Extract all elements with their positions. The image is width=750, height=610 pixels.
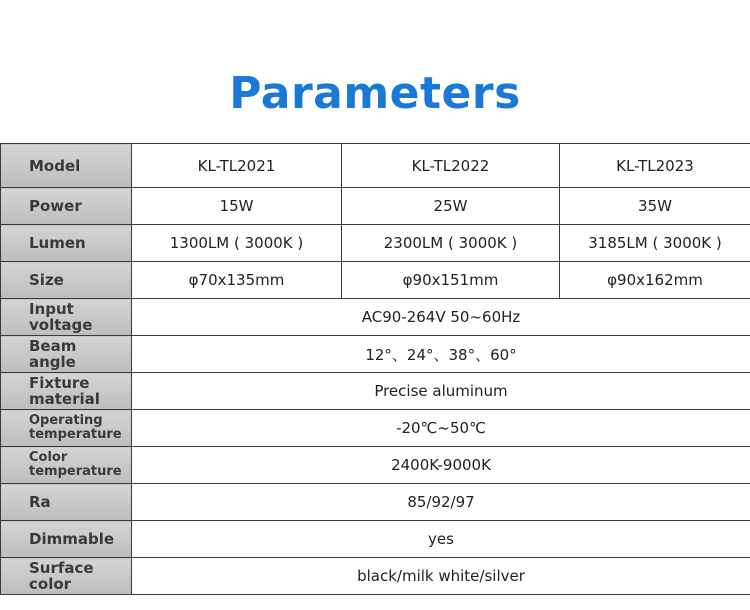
cell-model-3: KL-TL2023 [560,144,750,188]
label-operating-temperature-line1: Operating [29,413,103,428]
cell-size-3: φ90x162mm [560,262,750,299]
label-lumen: Lumen [1,225,132,262]
label-fixture-material-line2: material [29,390,100,408]
cell-model-1: KL-TL2021 [132,144,342,188]
label-operating-temperature [1,410,132,447]
row-ra [1,484,750,521]
cell-beam-angle: 12°、24°、38°、60° [132,336,750,373]
row-dimmable [1,521,750,558]
row-model [1,144,750,188]
label-input-voltage [1,299,132,336]
cell-lumen-2: 2300LM ( 3000K ) [342,225,560,262]
cell-size-2: φ90x151mm [342,262,560,299]
cell-color-temperature: 2400K-9000K [132,447,750,484]
row-color-temperature [1,447,750,484]
cell-model-2: KL-TL2022 [342,144,560,188]
label-surface-color-line2: color [29,575,72,593]
row-fixture-material [1,373,750,410]
cell-fixture-material: Precise aluminum [132,373,750,410]
label-fixture-material [1,373,132,410]
cell-power-2: 25W [342,188,560,225]
cell-lumen-3: 3185LM ( 3000K ) [560,225,750,262]
label-input-voltage-line1: Input [29,300,74,318]
parameters-table [0,143,750,595]
label-color-temperature-line2: temperature [29,464,122,479]
label-beam-angle-line2: angle [29,353,76,371]
label-beam-angle-line1: Beam [29,337,77,355]
cell-ra: 85/92/97 [132,484,750,521]
cell-surface-color: black/milk white/silver [132,558,750,595]
label-input-voltage-line2: voltage [29,316,93,334]
label-surface-color [1,558,132,595]
row-surface-color [1,558,750,595]
cell-input-voltage: AC90-264V 50~60Hz [132,299,750,336]
row-lumen [1,225,750,262]
cell-size-1: φ70x135mm [132,262,342,299]
row-beam-angle [1,336,750,373]
cell-power-3: 35W [560,188,750,225]
row-size [1,262,750,299]
label-ra: Ra [1,484,132,521]
label-fixture-material-line1: Fixture [29,374,90,392]
cell-dimmable: yes [132,521,750,558]
label-dimmable: Dimmable [1,521,132,558]
row-power [1,188,750,225]
label-color-temperature-line1: Color [29,450,68,465]
cell-operating-temperature: -20℃~50℃ [132,410,750,447]
label-model: Model [1,144,132,188]
label-color-temperature [1,447,132,484]
label-operating-temperature-line2: temperature [29,427,122,442]
label-size: Size [1,262,132,299]
row-operating-temperature [1,410,750,447]
label-power: Power [1,188,132,225]
label-beam-angle [1,336,132,373]
page-title: Parameters [229,68,521,119]
label-surface-color-line1: Surface [29,559,94,577]
row-input-voltage [1,299,750,336]
cell-power-1: 15W [132,188,342,225]
cell-lumen-1: 1300LM ( 3000K ) [132,225,342,262]
